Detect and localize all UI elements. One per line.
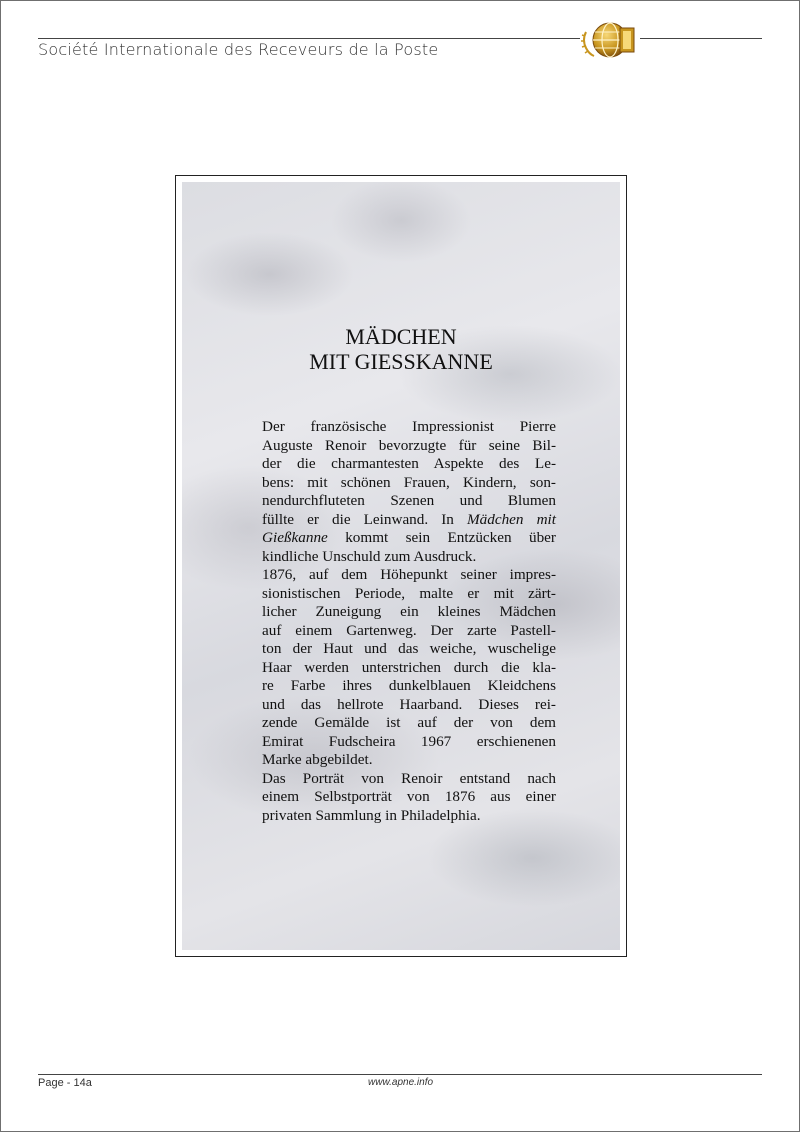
scanned-document xyxy=(175,175,627,957)
body-line: Das Porträt von Renoir entstand nach xyxy=(262,769,556,787)
body-line: Gießkanne kommt sein Entzücken über xyxy=(262,529,556,546)
page-number: Page - 14a xyxy=(38,1077,92,1089)
body-line: Emirat Fudscheira 1967 erschienenen xyxy=(262,732,556,750)
body-line: ton der Haut und das weiche, wuschelige xyxy=(262,640,556,657)
globe-emblem-icon xyxy=(580,18,640,62)
body-line: zende Gemälde ist auf der von dem xyxy=(262,714,556,731)
body-line: einem Selbstporträt von 1876 aus einer xyxy=(262,788,556,805)
footer-rule xyxy=(38,1074,762,1075)
header-title: Société Internationale des Receveurs de la Poste xyxy=(38,40,439,59)
body-line: bens: mit schönen Frauen, Kindern, son- xyxy=(262,473,556,491)
body-line: Auguste Renoir bevorzugte für seine Bil- xyxy=(262,436,556,454)
body-line: sionistischen Periode, malte er mit zärt- xyxy=(262,584,556,602)
body-line: füllte er die Leinwand. In Mädchen mit xyxy=(262,510,556,528)
marbled-paper-background xyxy=(182,182,620,950)
document-body xyxy=(262,418,556,825)
body-line: auf einem Gartenweg. Der zarte Pastell- xyxy=(262,621,556,639)
body-line: Haar werden unterstrichen durch die kla- xyxy=(262,658,556,676)
body-line: re Farbe ihres dunkelblauen Kleidchens xyxy=(262,677,556,694)
body-line: Marke abgebildet. xyxy=(262,751,373,768)
body-line: kindliche Unschuld zum Ausdruck. xyxy=(262,547,477,565)
body-line: nendurchfluteten Szenen und Blumen xyxy=(262,492,556,509)
body-line: privaten Sammlung in Philadelphia. xyxy=(262,806,481,824)
document-title-line: MÄDCHEN xyxy=(345,324,457,349)
body-line: Der französische Impressionist Pierre xyxy=(262,418,556,435)
body-line: der die charmantesten Aspekte des Le- xyxy=(262,455,556,472)
body-line: und das hellrote Haarband. Dieses rei- xyxy=(262,695,556,713)
document-title-line: MIT GIESSKANNE xyxy=(309,349,493,374)
header-rule xyxy=(38,38,580,39)
header-rule-right xyxy=(640,38,762,39)
footer-url: www.apne.info xyxy=(368,1077,434,1088)
body-line: 1876, auf dem Höhepunkt seiner impres- xyxy=(262,566,556,583)
body-line: licher Zuneigung ein kleines Mädchen xyxy=(262,603,556,620)
document-title xyxy=(182,324,620,374)
